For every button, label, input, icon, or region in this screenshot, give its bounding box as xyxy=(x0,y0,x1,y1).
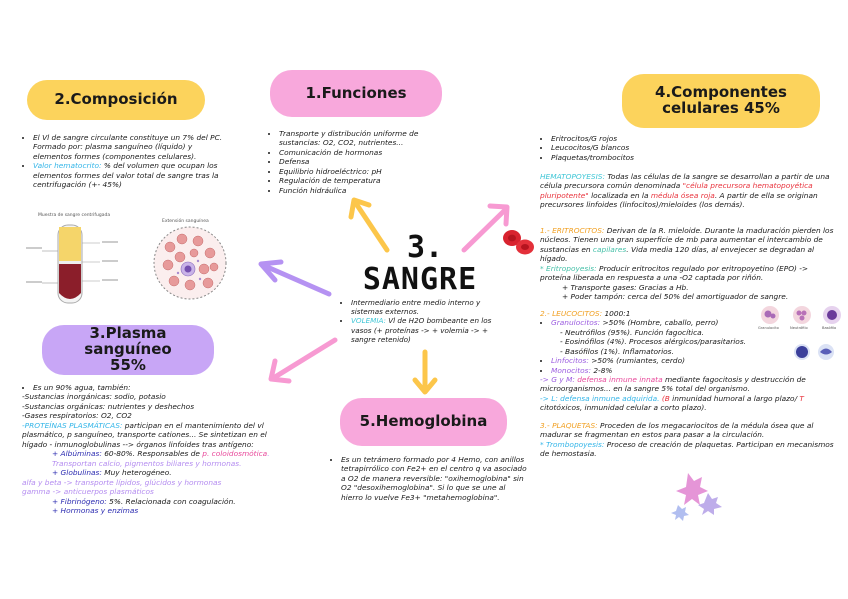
funciones-item: • Regulación de temperatura xyxy=(279,176,458,185)
funciones-item: • Transporte y distribución uniforme de sustancias: O2, CO2, nutrientes... xyxy=(279,129,458,148)
lymphocyte-icon xyxy=(792,343,812,361)
arrow-to-componentes xyxy=(460,200,515,255)
linfocitos-item xyxy=(551,356,755,365)
leucocitos-label: 2.- LEUCOCITOS: xyxy=(540,309,603,318)
globulinas-label: + Globulinas: xyxy=(52,468,102,478)
eritrocitos-text xyxy=(540,226,838,302)
gamma-text: gamma -> anticuerpos plasmáticos xyxy=(22,487,154,497)
adquirida-label: defensa inmune adquirida. xyxy=(557,393,660,403)
granulocitos-body: >50% (Hombre, caballo, perro) xyxy=(600,318,719,328)
componentes-list xyxy=(540,134,740,162)
plaquetas-text xyxy=(540,421,838,459)
trombopoyesis-body: Proceso de creación de plaquetas. Participan en mecanismos de hemostasia. xyxy=(540,439,834,459)
eosinofilos: - Eosinófilos (4%). Procesos alérgicos/parasitarios. xyxy=(560,337,747,347)
basofilo-icon xyxy=(822,305,842,325)
funciones-item: • Comunicación de hormonas xyxy=(279,148,458,157)
funciones-list xyxy=(268,129,458,195)
gym-body: mediante fagocitosis y destrucción de microorganismos... en la sangre 5% total del organismo. xyxy=(540,375,806,394)
b-label: (B xyxy=(659,393,670,403)
funciones-title: 1.Funciones xyxy=(270,70,442,117)
leucocitos-body: 1000:1 xyxy=(602,309,631,318)
hematocrito-text: % del volumen que ocupan los elementos formes del valor total de sangre tras la centrifugación (+- 45%) xyxy=(33,161,219,190)
proteinas-body: participan en el mantenimiento del vl plasmático, p sanguíneo, transporte cationes... Se sintetizan en el hígado - inmunoglobulinas --> órganos linfoides tras antígeno: xyxy=(22,420,267,449)
neutrofilo-label: Neutrófilo xyxy=(790,326,808,330)
componentes-title: 4.Componentes celulares 45% xyxy=(622,74,820,128)
gym-label: -> G y M: xyxy=(540,375,575,384)
albuminas-body-2: . Transportan calcio, pigmentos biliares y hormonas. xyxy=(52,449,270,468)
hemoglobina-text xyxy=(330,455,528,502)
medula-label: médula ósea roja xyxy=(650,190,715,200)
granulocito-label: Granulocito xyxy=(758,326,779,330)
monocitos-item xyxy=(551,366,755,375)
eritrocitos-body: Derivan de la R. mieloide. Durante la maduración pierden los núcleos. Tienen una gran superficie de mb para aumentar el intercambio de sustancias en xyxy=(540,226,834,254)
albuminas-label: + Albúminas: xyxy=(52,449,102,459)
granulocito-icon xyxy=(760,305,780,325)
blood-smear-icon xyxy=(150,223,230,303)
fibrinogeno-label: + Fibrinógeno: xyxy=(52,496,107,506)
alfa-beta-text: alfa y beta -> transporte lípidos, glúcidos y hormonas xyxy=(22,477,222,487)
funciones-item: • Equilibrio hidroeléctrico: pH xyxy=(279,167,458,176)
componentes-item: • Eritrocitos/G rojos xyxy=(551,134,740,143)
albuminas-text xyxy=(22,449,272,468)
eritropoyesis-body: Producir eritrocitos regulado por eritropoyetino (EPO) -> proteína liberada en respuesta a una -O2 captada por riñón. xyxy=(540,263,809,283)
granulocitos-label: Granulocitos: xyxy=(551,318,601,328)
funciones-item: • Defensa xyxy=(279,157,458,166)
monocyte-icon xyxy=(816,343,836,361)
platelets-icon xyxy=(666,465,730,525)
hematopoyesis-body: Todas las células de la sangre se desarrollan a partir de una célula precursora común denominada xyxy=(540,172,830,191)
componentes-item: • Leucocitos/G blancos xyxy=(551,143,740,152)
plasma-title: 3.Plasma sanguíneo 55% xyxy=(42,325,214,375)
plasma-line-4: -Gases respiratorios: O2, CO2 xyxy=(22,411,132,421)
globulinas-body: Muy heterogéneo. xyxy=(101,468,172,478)
capilares-label: capilares xyxy=(592,244,627,254)
fibrinogeno-body: 5%. Relacionada con coagulación. xyxy=(106,496,236,506)
leucocitos-text xyxy=(540,309,755,375)
adquirida-body-2: citotóxicos, inmunidad celular a corto plazo). xyxy=(540,403,707,413)
plaquetas-body: Proceden de los megacariocitos de la médula ósea que al madurar se fragmentan en estos para pasar a la circulación. xyxy=(540,421,814,440)
plasma-line-3: -Sustancias orgánicas: nutrientes y deshechos xyxy=(22,401,195,411)
test-tube-icon xyxy=(22,221,142,311)
adquirida-body: inmunidad humoral a largo plazo/ xyxy=(669,393,800,403)
hematocrito-label: Valor hematocrito: xyxy=(33,161,102,171)
neutrofilo-icon xyxy=(792,305,812,325)
plasma-line-1: • Es un 90% agua, también: xyxy=(33,383,272,392)
composicion-figure xyxy=(22,213,232,313)
center-bullets xyxy=(340,298,512,344)
componentes-item: • Plaquetas/trombocitos xyxy=(551,153,740,162)
center-bullet-1: • Intermediario entre medio interno y sistemas externos. xyxy=(351,298,512,316)
defensa-text xyxy=(540,375,838,413)
hematopoyesis-label: HEMATOPOYESIS: xyxy=(540,172,605,181)
monocitos-body: 2-8% xyxy=(590,365,613,375)
funciones-item: • Función hidráulica xyxy=(279,186,458,195)
hemoglobina-title: 5.Hemoglobina xyxy=(340,398,507,446)
arrow-to-hemoglobina xyxy=(410,348,440,398)
neutrofilos: - Neutrófilos (95%). Función fagocítica. xyxy=(560,327,705,337)
trombopoyesis-label: * Trombopoyesis: xyxy=(540,439,605,449)
composicion-item-1: • El Vl de sangre circulante constituye un 7% del PC. Formado por: plasma sanguíneo (líquido) y elementos formes (componentes celulares). xyxy=(33,133,227,161)
poder-tampon: + Poder tampón: cerca del 50% del amortiguador de sangre. xyxy=(562,292,789,302)
figure-left-label: Muestra de sangre centrifugada xyxy=(38,213,111,218)
albuminas-body: 60-80%. Responsables de xyxy=(101,449,203,459)
basofilos: - Basófilos (1%). Inflamatorios. xyxy=(560,346,674,356)
fibrinogeno-text xyxy=(22,497,272,506)
eritropoyesis-label: * Eritropoyesis: xyxy=(540,263,597,273)
globulinas-text xyxy=(22,468,272,477)
figure-right-label: Extensión sanguínea xyxy=(162,219,209,224)
basofilo-label: Basófilo xyxy=(822,326,837,330)
linfocitos-label: Linfocitos: xyxy=(551,356,589,366)
coloidosmotica-label: p. coloidosmótica xyxy=(202,449,268,459)
monocitos-label: Monocitos: xyxy=(551,365,591,375)
center-title: SANGRE xyxy=(362,262,478,297)
eritrocitos-body-2: . Vida media 120 días, al envejecer se degradan al hígado. xyxy=(540,244,815,264)
leucocyte-images xyxy=(758,305,846,365)
eritrocitos-label: 1.- ERITROCITOS: xyxy=(540,226,605,235)
hormonas-text: + Hormonas y enzimas xyxy=(52,506,139,516)
plasma-text xyxy=(22,383,272,516)
innata-label: defensa inmune innata xyxy=(574,375,663,384)
proteinas-label: -PROTEÍNAS PLASMÁTICAS: xyxy=(22,420,123,430)
plasma-line-2: -Sustancias inorgánicas: sodio, potasio xyxy=(22,392,166,402)
l-label: -> L: xyxy=(540,393,558,403)
arrow-to-funciones xyxy=(345,195,395,255)
granulocitos-item xyxy=(551,318,755,327)
transporte-gases: + Transporte gases: Gracias a Hb. xyxy=(562,282,689,292)
linfocitos-body: >50% (rumiantes, cerdo) xyxy=(588,356,685,366)
t-label: T xyxy=(799,393,804,403)
arrow-to-plasma xyxy=(265,335,340,385)
composicion-list xyxy=(22,133,227,190)
plaquetas-label: 3.- PLAQUETAS: xyxy=(540,421,598,430)
composicion-title: 2.Composición xyxy=(27,80,205,120)
hematopoyesis-text xyxy=(540,172,838,210)
composicion-item-2 xyxy=(33,161,227,189)
hemoglobina-item: • Es un tetrámero formado por 4 Hemo, con anillos tetrapirrólico con Fe2+ en el centro q va asociado a O2 de manera reversible: "oxihemoglobina" sin O2 "desoxihemoglobina". Si lo que se une al hierro lo vuelve Fe3+ "metahemoglobina". xyxy=(341,455,528,502)
celula-label: "célula precursora hematopoyética pluripotente" xyxy=(540,181,813,200)
volemia-label: VOLEMIA: xyxy=(351,316,386,326)
hematopoyesis-body-2: localizada en la xyxy=(588,190,651,200)
proteinas-text xyxy=(22,421,272,449)
hematopoyesis-body-3: . A partir de ella se originan precursores linfoides (linfocitos)/mieloides (los demás). xyxy=(540,190,818,210)
center-number: 3. xyxy=(406,230,444,265)
center-bullet-2 xyxy=(351,316,512,344)
volemia-text: Vl de H2O bombeante en los vasos (+ proteínas -> + volemia -> + sangre retenido) xyxy=(351,316,492,344)
arrow-to-composicion xyxy=(255,258,335,300)
